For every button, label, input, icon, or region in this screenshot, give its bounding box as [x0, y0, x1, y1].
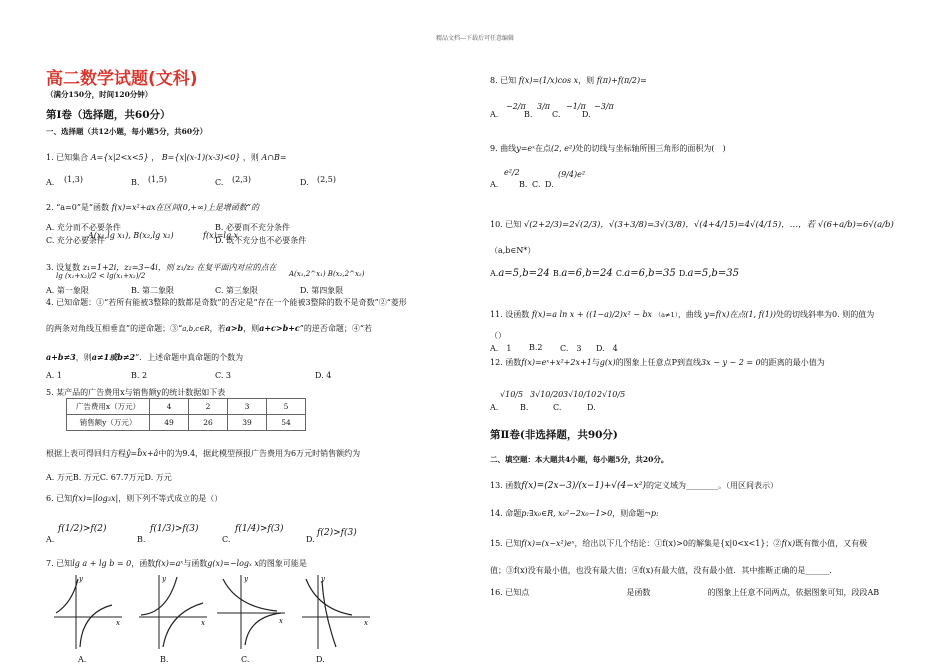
q11-option-d: D. 4	[596, 344, 618, 353]
q6-option-c-value: f(1/4)>f(3)	[235, 524, 284, 534]
q4-option-d: D. 4	[315, 371, 332, 380]
question-15-line2: 值；③f(x)没有最小值，也没有最大值；④f(x)有最大值，没有最小值．其中推断正确的是______.	[490, 566, 832, 575]
q9-option-d-value: (9/4)e²	[558, 170, 586, 179]
q5-data-table	[66, 398, 306, 431]
q6-option-b: B.	[137, 535, 146, 544]
question-16: 16. 已知点 是函数 的图象上任意不同两点，依据图象可知，段段AB	[490, 588, 880, 597]
q12-option-c: C.	[553, 403, 562, 412]
q9-option-d: D.	[545, 180, 554, 189]
q1-mid: ，则	[242, 153, 259, 162]
question-14: 14. 命题p:∃x₀∈R, x₀²−2x₀−1>0，则命题¬p:	[490, 509, 659, 518]
q9-option-a: A.	[490, 180, 499, 189]
q4-option-a: A. 1	[46, 371, 62, 380]
q11-option-b: B.2	[529, 343, 543, 352]
table-cell: 26	[189, 415, 228, 431]
question-8: 8. 已知 f(x)=(1/x)cos x，则 f(π)+f(π/2)=	[490, 76, 647, 85]
q12-option-b-value: 3√10/20	[530, 390, 564, 399]
q1-option-d: D.	[300, 178, 309, 187]
page-header: 精品文档---下载后可任意编辑	[435, 35, 515, 42]
q10-note: （a,b∈N*）	[490, 246, 536, 255]
section1-heading: 一、选择题（共12小题，每小题5分，共60分）	[46, 127, 208, 136]
svg-text:y: y	[162, 575, 166, 583]
svg-text:y: y	[321, 575, 325, 583]
svg-text:x: x	[279, 617, 283, 625]
q1-option-b: B.	[131, 178, 140, 187]
svg-text:y: y	[244, 575, 248, 583]
q8-option-a-value: −2/π	[506, 102, 526, 111]
q4-option-b: B. 2	[131, 371, 148, 380]
q9-option-b: B.	[519, 180, 528, 189]
q8-option-d: D.	[582, 110, 591, 119]
q2-option-d: D. 既不充分也不必要条件	[215, 236, 307, 245]
part1-heading: 第Ⅰ卷（选择题，共60分）	[46, 109, 171, 121]
q6-option-b-value: f(1/3)>f(3)	[150, 524, 199, 534]
q6-option-d-value: f(2)>f(3)	[317, 528, 357, 538]
q9-option-a-value: e²/2	[504, 168, 520, 177]
question-1: 1. 已知集合 A={x|2<x<5} ， B={x|(x-1)(x-3)<0} ，则 A∩B=	[46, 153, 287, 162]
q3-option-d: D. 第四象限	[300, 286, 344, 295]
q7-graph-c	[215, 573, 287, 651]
q7-graph-b	[137, 573, 209, 651]
q7-graph-d	[300, 573, 372, 651]
q4-option-c: C. 3	[215, 371, 232, 380]
svg-text:x: x	[364, 619, 368, 627]
table-cell: 5	[267, 399, 306, 415]
q3-option-a: A. 第一象限	[46, 286, 89, 295]
q6-option-d: D.	[306, 535, 315, 544]
table-cell: 39	[228, 415, 267, 431]
q7-label-b: B.	[160, 655, 169, 664]
section2-heading: 二、填空题：本大题共4小题，每小题5分，共20分。	[490, 455, 669, 464]
q1-option-c-value: (2,3)	[232, 175, 251, 184]
q3-option-b: B. 第二象限	[131, 286, 174, 295]
question-7: 7. 已知lg a + lg b = 0，函数f(x)=aˣ与函数g(x)=−logₓ x的图象可能是	[46, 559, 307, 568]
question-11: 11. 设函数 f(x)=a ln x + ((1−a)/2)x² − bx （a≠1），曲线 y=f(x)在点(1, f(1))处的切线斜率为0. 则的值为	[490, 310, 875, 319]
q1-option-c: C.	[215, 178, 224, 187]
q9-option-c: C.	[532, 180, 541, 189]
q1-setA: A={x|2<x<5}	[90, 153, 149, 162]
q2-option-b: B. 必要而不充分条件	[215, 223, 290, 232]
q8-option-c: C.	[552, 110, 561, 119]
q11-option-a: A. 1	[490, 344, 512, 353]
q8-option-b-value: 3/π	[537, 102, 551, 111]
q12-option-a-value: √10/5	[500, 390, 524, 399]
q1-setB: B={x|(x-1)(x-3)<0}	[161, 153, 241, 162]
q12-option-c-value: 3√10/10	[563, 390, 597, 399]
question-10: 10. 已知 √(2+2/3)=2√(2/3)，√(3+3/8)=3√(3/8)，√(4+4/15)=4√(4/15)，…，若 √(6+a/b)=6√(a/b)	[490, 220, 894, 230]
q2-overlay-function: f(x)=lg x	[203, 231, 239, 240]
table-cell: 2	[189, 399, 228, 415]
svg-text:y: y	[79, 575, 83, 583]
question-12: 12. 函数f(x)=eˣ+x²+2x+1与g(x)的图象上任意点P到直线3x − y − 2 = 0的距离的最小值为	[490, 358, 825, 367]
q12-option-d: D.	[587, 403, 596, 412]
question-4-line2: 的两条对角线互相垂直”的逆命题；③“a,b,c∈R，若a>b，则a+c>b+c”的逆否命题；④“若	[46, 323, 372, 333]
q7-label-a: A.	[78, 655, 87, 664]
q1-tail: A∩B=	[261, 153, 287, 162]
part2-heading: 第Ⅱ卷(非选择题，共90分)	[490, 429, 618, 441]
q1-text: 1. 已知集合	[46, 153, 89, 162]
question-5: 5. 某产品的广告费用x与销售额y的统计数据如下表	[46, 388, 226, 397]
q6-option-a: A.	[46, 535, 55, 544]
q3-option-c: C. 第三象限	[215, 286, 258, 295]
exam-title: 高二数学试题(文科)	[46, 69, 198, 89]
q11-option-c: C. 3	[560, 344, 582, 353]
q8-option-a: A.	[490, 110, 499, 119]
table-row	[67, 399, 306, 415]
question-15: 15. 已知f(x)=(x−x²)eˣ，给出以下几个结论：①f(x)>0的解集是{x|0<x<1}；②f(x)既有微小值，又有极	[490, 539, 868, 548]
table-cell: 54	[267, 415, 306, 431]
q7-label-c: C.	[241, 655, 250, 664]
q10-options: A.a=5,b=24 B.a=6,b=24 C.a=6,b=35 D.a=5,b=35	[490, 268, 739, 279]
question-2: 2. “a=0”是“函数 f(x)=x²+ax在区间(0,+∞)上是增函数”的	[46, 203, 260, 212]
q6-option-a-value: f(1/2)>f(2)	[58, 524, 107, 534]
question-4-line3: a+b≠3，则a≠1或b≠2”．上述命题中真命题的个数为	[46, 352, 244, 362]
q12-option-d-value: 2√10/5	[597, 390, 626, 399]
q2-option-c: C. 充分必要条件	[46, 236, 105, 245]
question-6: 6. 已知f(x)=|log₃x|，则下列不等式成立的是（）	[46, 494, 223, 503]
table-cell: 49	[150, 415, 189, 431]
q8-option-c-value: −1/π	[566, 102, 586, 111]
q3-overlay-points: A(x₁,2^x₁) B(x₂,2^x₂)	[289, 270, 365, 278]
q5-options: A. 万元B. 万元C. 67.7万元D. 万元	[46, 473, 172, 482]
table-cell: 销售额y（万元）	[67, 415, 150, 431]
question-13: 13. 函数f(x)=(2x−3)/(x−1)+√(4−x²)的定义域为________。（用区间表示）	[490, 481, 778, 491]
q1-option-a: A.	[46, 178, 55, 187]
svg-text:x: x	[116, 619, 120, 627]
question-3: 3. 设复数 z₁=1+2i，z₂=3−4i，则 z₁/z₂ 在复平面内对应的点在	[46, 263, 277, 272]
q11-paren: （）	[490, 331, 506, 340]
exam-info: （满分150分，时间120分钟）	[46, 90, 153, 99]
q12-option-a: A.	[490, 403, 499, 412]
q2-option-a: A. 充分而不必要条件	[46, 223, 121, 232]
q8-option-b: B.	[524, 110, 533, 119]
q7-graph-a	[52, 573, 124, 651]
question-9: 9. 曲线y=eˣ在点(2, e²)处的切线与坐标轴所围三角形的面积为( )	[490, 144, 726, 153]
q1-option-a-value: (1,3)	[64, 175, 83, 184]
q7-label-d: D.	[316, 655, 325, 664]
q6-option-c: C.	[222, 535, 231, 544]
question-4-line1: 4. 已知命题：①“若所有能被3整除的数都是奇数”的否定是“存在一个能被3整除的数不是奇数”②“菱形	[46, 298, 407, 307]
table-cell: 广告费用x（万元）	[67, 399, 150, 415]
q8-option-d-value: −3/π	[594, 102, 614, 111]
q1-option-b-value: (1,5)	[148, 175, 167, 184]
table-cell: 4	[150, 399, 189, 415]
svg-text:x: x	[201, 619, 205, 627]
table-row	[67, 415, 306, 431]
q3-overlay-ineq: lg (x₁+x₂)/2 < lg(x₁+x₂)/2	[56, 272, 146, 280]
q2-overlay-points: A(x₁,lg x₁), B(x₂,lg x₂)	[88, 231, 174, 240]
q1-option-d-value: (2,5)	[317, 175, 336, 184]
q12-option-b: B.	[520, 403, 529, 412]
question-5-line2: 根据上表可得回归方程ŷ=b̂x+â中的为9.4，据此模型预报广告费用为6万元时销售额约为	[46, 449, 361, 458]
table-cell: 3	[228, 399, 267, 415]
